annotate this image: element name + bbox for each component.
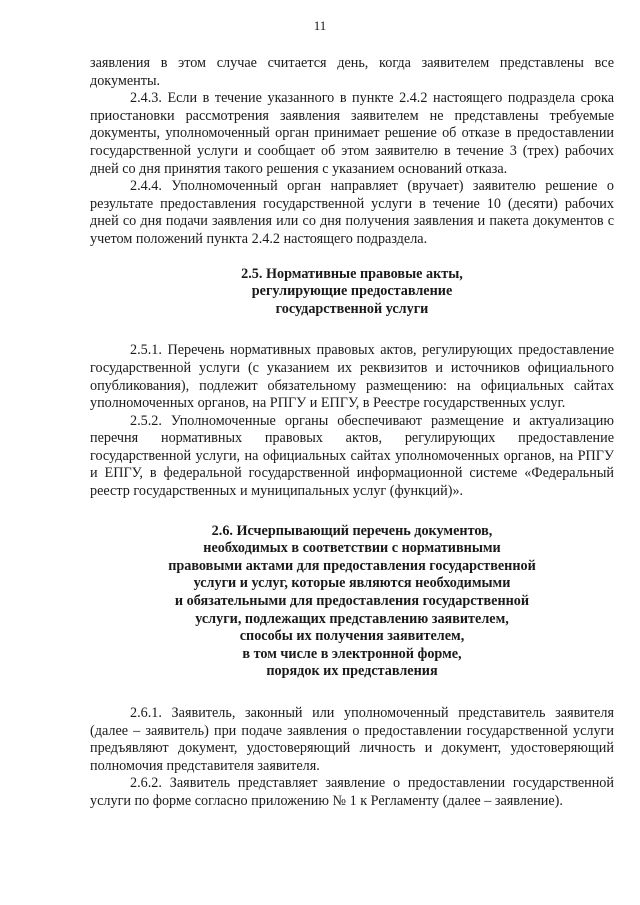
section-heading-2-6 [90,523,614,681]
document-body [90,55,614,811]
heading-line: услуги и услуг, которые являются необходимыми [193,575,511,592]
heading-line: порядок их представления [266,663,438,680]
paragraph-continuation: заявления в этом случае считается день, когда заявителем представлены все документы. [90,55,614,89]
heading-line: необходимых в соответствии с нормативными [203,540,501,557]
heading-line: государственной услуги [275,300,429,317]
heading-line: услуги, подлежащих представлению заявителем, [195,610,509,627]
heading-line: и обязательными для предоставления государственной [174,593,530,610]
paragraph-2-4-3: 2.4.3. Если в течение указанного в пункте 2.4.2 настоящего подраздела срока приостановки рассмотрения заявления заявителем не представлены требуемые документы, уполномоченный орган принимает решение об отказе в предоставлении государственной услуги и сообщает об этом заявителю в течение 3 (трех) рабочих дней со дня принятия такого решения с указанием оснований отказа. [90,90,614,177]
section-heading-2-5 [90,266,614,319]
heading-line: способы их получения заявителем, [239,628,465,645]
paragraph-2-6-1: 2.6.1. Заявитель, законный или уполномоченный представитель заявителя (далее – заявитель) при подаче заявления о предоставлении государственной услуги предъявляют документ, удостоверяющий личность и документ, удостоверяющий полномочия представителя заявителя. [90,705,614,774]
paragraph-2-5-2: 2.5.2. Уполномоченные органы обеспечивают размещение и актуализацию перечня нормативных правовых актов, регулирующих предоставление государственной услуги, на официальных сайтах уполномоченных органов, на РПГУ и ЕПГУ, в федеральной государственной информационной системе «Федеральный реестр государственных и муниципальных услуг (функций)». [90,412,614,500]
heading-line: 2.6. Исчерпывающий перечень документов, [211,522,493,539]
heading-line: в том числе в электронной форме, [242,645,462,662]
paragraph-2-6-2: 2.6.2. Заявитель представляет заявление о предоставлении государственной услуги по форме согласно приложению № 1 к Регламенту (далее – заявление). [90,775,614,809]
heading-line: правовыми актами для предоставления государственной [168,557,536,574]
paragraph-2-4-4: 2.4.4. Уполномоченный орган направляет (вручает) заявителю решение о результате предоставления государственной услуги в течение 10 (десяти) рабочих дней со дня подачи заявления или со дня получения заявления и пакета документов с учетом положений пункта 2.4.2 настоящего подраздела. [90,178,614,247]
page-number: 11 [313,18,327,33]
paragraph-2-5-1: 2.5.1. Перечень нормативных правовых актов, регулирующих предоставление государственной услуги (с указанием их реквизитов и источников официального опубликования), подлежит обязательному размещению: на официальных сайтах уполномоченных органов, на РПГУ и ЕПГУ, в Реестре государственных услуг. [90,342,614,412]
heading-line: 2.5. Нормативные правовые акты, [241,265,463,282]
heading-line: регулирующие предоставление [251,283,453,300]
